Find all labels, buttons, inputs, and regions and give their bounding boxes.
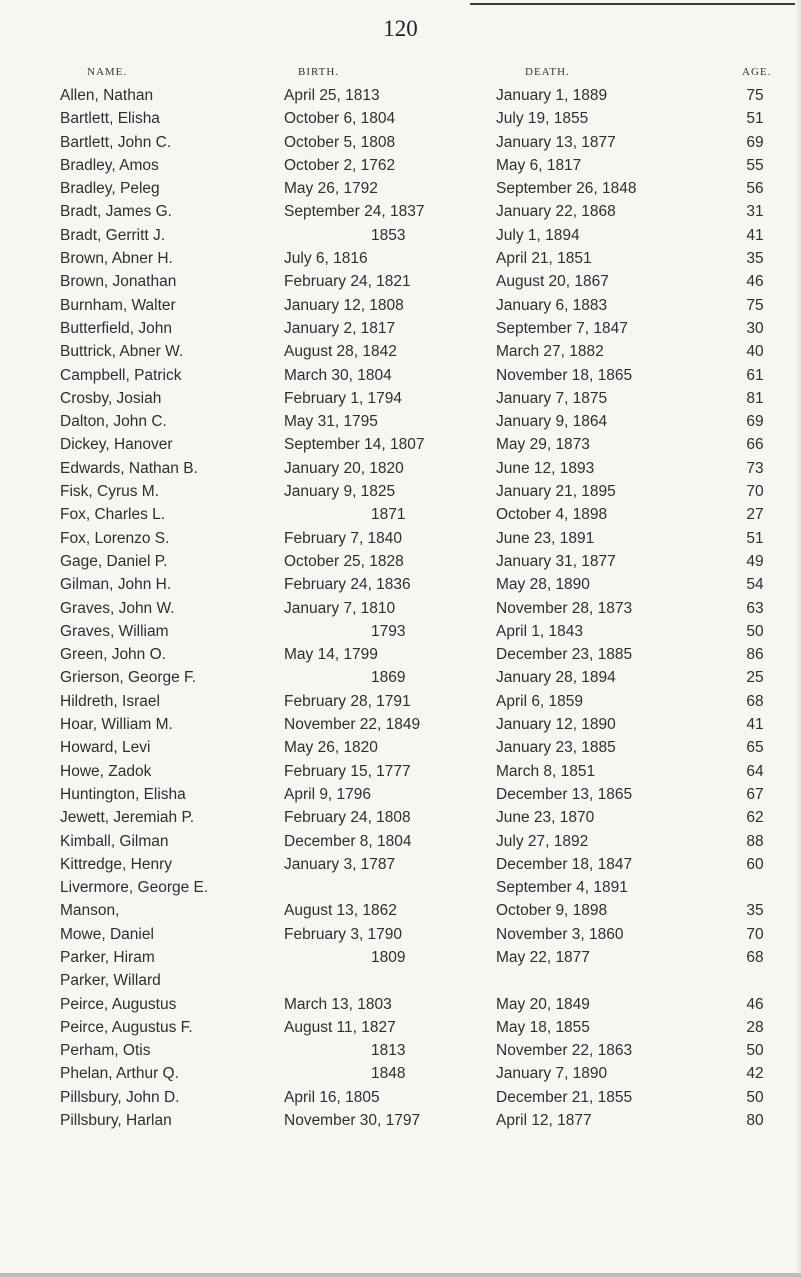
death-cell: June 12, 1893 [496,459,595,477]
table-row [0,1109,801,1132]
name-cell: Campbell, Patrick [60,366,182,384]
death-cell: January 31, 1877 [496,552,616,570]
birth-cell: January 3, 1787 [284,855,396,873]
name-cell: Dickey, Hanover [60,436,173,454]
table-row [0,177,801,200]
name-cell: Graves, William [60,622,169,640]
death-cell: January 9, 1864 [496,413,608,431]
birth-cell: August 28, 1842 [284,343,397,361]
birth-cell: November 30, 1797 [284,1112,421,1130]
name-cell: Brown, Jonathan [60,273,177,291]
age-cell: 51 [746,110,764,128]
death-cell: March 8, 1851 [496,762,596,780]
birth-cell: October 6, 1804 [284,110,396,128]
death-cell: January 6, 1883 [496,296,608,314]
name-cell: Perham, Otis [60,1042,151,1060]
birth-cell: October 2, 1762 [284,156,396,174]
name-cell: Bradt, Gerritt J. [60,226,166,244]
name-cell: Green, John O. [60,646,166,664]
name-cell: Fox, Lorenzo S. [60,529,170,547]
birth-cell: 1871 [371,506,406,524]
header-age: AGE. [742,66,772,78]
age-cell: 46 [746,995,764,1013]
age-cell: 51 [746,529,764,547]
table-row [0,643,801,666]
age-cell: 42 [746,1065,764,1083]
name-cell: Hoar, William M. [60,716,173,734]
death-cell: December 23, 1885 [496,646,633,664]
header-name: NAME. [87,66,128,78]
age-cell: 65 [746,739,764,757]
death-cell: December 18, 1847 [496,855,633,873]
death-cell: October 4, 1898 [496,506,608,524]
death-cell: September 26, 1848 [496,180,637,198]
birth-cell: January 12, 1808 [284,296,404,314]
age-cell: 69 [746,133,764,151]
name-cell: Parker, Hiram [60,948,155,966]
age-cell: 86 [746,646,764,664]
table-row [0,154,801,177]
birth-cell: February 24, 1808 [284,809,411,827]
birth-cell: January 9, 1825 [284,483,396,501]
age-cell: 63 [746,599,764,617]
age-cell: 75 [746,296,764,314]
table-row [0,760,801,783]
table-row [0,690,801,713]
table-row [0,294,801,317]
birth-cell: October 25, 1828 [284,552,404,570]
birth-cell: 1869 [371,669,406,687]
table-row [0,1086,801,1109]
age-cell: 67 [746,785,764,803]
birth-cell: March 30, 1804 [284,366,392,384]
age-cell: 50 [746,1042,764,1060]
table-row [0,527,801,550]
age-cell: 35 [746,902,764,920]
age-cell: 69 [746,413,764,431]
name-cell: Parker, Willard [60,972,161,990]
bottom-rule [0,1273,801,1277]
death-cell: November 28, 1873 [496,599,633,617]
name-cell: Graves, John W. [60,599,175,617]
age-cell: 25 [746,669,764,687]
death-cell: May 22, 1877 [496,948,590,966]
table-row [0,107,801,130]
birth-cell: May 14, 1799 [284,646,378,664]
age-cell: 70 [746,925,764,943]
birth-cell: May 31, 1795 [284,413,378,431]
name-cell: Peirce, Augustus [60,995,177,1013]
table-row [0,317,801,340]
name-cell: Burnham, Walter [60,296,176,314]
table-row [0,410,801,433]
death-cell: November 18, 1865 [496,366,633,384]
table-row [0,387,801,410]
age-cell: 66 [746,436,764,454]
name-cell: Brown, Abner H. [60,250,173,268]
records-table [0,84,801,1132]
table-row [0,480,801,503]
name-cell: Livermore, George E. [60,879,209,897]
birth-cell: 1793 [371,622,406,640]
name-cell: Gage, Daniel P. [60,552,168,570]
death-cell: January 1, 1889 [496,87,608,104]
name-cell: Hildreth, Israel [60,692,160,710]
death-cell: January 7, 1875 [496,389,608,407]
header-birth: BIRTH. [298,66,340,78]
table-row [0,830,801,853]
birth-cell: February 3, 1790 [284,925,403,943]
table-row [0,573,801,596]
age-cell: 27 [746,506,764,524]
death-cell: December 21, 1855 [496,1088,633,1106]
death-cell: July 1, 1894 [496,226,580,244]
birth-cell: November 22, 1849 [284,716,421,734]
death-cell: June 23, 1891 [496,529,595,547]
death-cell: August 20, 1867 [496,273,609,291]
age-cell: 56 [746,180,764,198]
name-cell: Kittredge, Henry [60,855,172,873]
death-cell: July 27, 1892 [496,832,589,850]
name-cell: Fisk, Cyrus M. [60,483,160,501]
birth-cell: May 26, 1820 [284,739,378,757]
table-row [0,923,801,946]
name-cell: Dalton, John C. [60,413,167,431]
table-row [0,899,801,922]
table-row [0,783,801,806]
name-cell: Manson, [60,902,120,920]
birth-cell: April 25, 1813 [284,87,380,104]
age-cell: 40 [746,343,764,361]
age-cell: 68 [746,948,764,966]
table-row [0,1039,801,1062]
top-rule [470,3,801,5]
age-cell: 55 [746,156,764,174]
table-row [0,550,801,573]
name-cell: Crosby, Josiah [60,389,162,407]
age-cell: 61 [746,366,764,384]
table-row [0,736,801,759]
birth-cell: August 13, 1862 [284,902,397,920]
birth-cell: February 24, 1836 [284,576,411,594]
birth-cell: October 5, 1808 [284,133,396,151]
table-row [0,993,801,1016]
table-row [0,806,801,829]
death-cell: September 4, 1891 [496,879,628,897]
name-cell: Bradley, Peleg [60,180,160,198]
birth-cell: February 28, 1791 [284,692,411,710]
age-cell: 62 [746,809,764,827]
birth-cell: July 6, 1816 [284,250,368,268]
table-row [0,433,801,456]
name-cell: Gilman, John H. [60,576,172,594]
name-cell: Mowe, Daniel [60,925,154,943]
death-cell: May 20, 1849 [496,995,590,1013]
age-cell: 50 [746,622,764,640]
table-row [0,364,801,387]
age-cell: 54 [746,576,764,594]
birth-cell: April 9, 1796 [284,785,372,803]
name-cell: Edwards, Nathan B. [60,459,198,477]
age-cell: 75 [746,87,764,104]
age-cell: 41 [746,226,764,244]
death-cell: May 18, 1855 [496,1018,590,1036]
age-cell: 49 [746,552,764,570]
birth-cell: January 20, 1820 [284,459,404,477]
table-row [0,84,801,107]
birth-cell: April 16, 1805 [284,1088,380,1106]
death-cell: November 3, 1860 [496,925,624,943]
death-cell: March 27, 1882 [496,343,604,361]
birth-cell: January 7, 1810 [284,599,396,617]
name-cell: Peirce, Augustus F. [60,1018,193,1036]
name-cell: Fox, Charles L. [60,506,166,524]
name-cell: Buttrick, Abner W. [60,343,184,361]
birth-cell: May 26, 1792 [284,180,378,198]
table-row [0,503,801,526]
birth-cell: September 24, 1837 [284,203,425,221]
birth-cell: February 24, 1821 [284,273,411,291]
birth-cell: 1809 [371,948,406,966]
table-row [0,853,801,876]
death-cell: December 13, 1865 [496,785,633,803]
death-cell: June 23, 1870 [496,809,595,827]
name-cell: Bartlett, Elisha [60,110,160,128]
table-row [0,457,801,480]
birth-cell: February 7, 1840 [284,529,403,547]
birth-cell: 1848 [371,1065,406,1083]
death-cell: April 12, 1877 [496,1112,592,1130]
birth-cell: 1853 [371,226,406,244]
age-cell: 31 [746,203,764,221]
age-cell: 64 [746,762,764,780]
table-row [0,1016,801,1039]
name-cell: Howard, Levi [60,739,151,757]
name-cell: Butterfield, John [60,319,173,337]
name-cell: Huntington, Elisha [60,785,186,803]
birth-cell: September 14, 1807 [284,436,425,454]
death-cell: January 7, 1890 [496,1065,608,1083]
birth-cell: December 8, 1804 [284,832,412,850]
death-cell: May 29, 1873 [496,436,590,454]
table-row [0,946,801,969]
page-number: 120 [383,16,418,41]
death-cell: November 22, 1863 [496,1042,633,1060]
age-cell: 50 [746,1088,764,1106]
name-cell: Kimball, Gilman [60,832,169,850]
table-row [0,597,801,620]
birth-cell: February 15, 1777 [284,762,411,780]
age-cell: 88 [746,832,764,850]
birth-cell: 1813 [371,1042,406,1060]
age-cell: 60 [746,855,764,873]
birth-cell: August 11, 1827 [284,1018,396,1036]
death-cell: May 28, 1890 [496,576,590,594]
name-cell: Howe, Zadok [60,762,152,780]
age-cell: 81 [746,389,764,407]
death-cell: January 23, 1885 [496,739,616,757]
age-cell: 46 [746,273,764,291]
table-row [0,1062,801,1085]
age-cell: 41 [746,716,764,734]
table-row [0,666,801,689]
birth-cell: March 13, 1803 [284,995,392,1013]
table-row [0,247,801,270]
death-cell: May 6, 1817 [496,156,582,174]
birth-cell: February 1, 1794 [284,389,403,407]
name-cell: Bartlett, John C. [60,133,172,151]
death-cell: April 21, 1851 [496,250,592,268]
death-cell: January 28, 1894 [496,669,616,687]
age-cell: 80 [746,1112,764,1130]
death-cell: January 13, 1877 [496,133,616,151]
age-cell: 35 [746,250,764,268]
name-cell: Bradt, James G. [60,203,172,221]
death-cell: January 12, 1890 [496,716,616,734]
table-row [0,270,801,293]
birth-cell: January 2, 1817 [284,319,396,337]
table-row [0,620,801,643]
header-death: DEATH. [525,66,570,78]
table-row [0,969,801,992]
name-cell: Grierson, George F. [60,669,197,687]
death-cell: January 21, 1895 [496,483,616,501]
age-cell: 28 [746,1018,764,1036]
name-cell: Bradley, Amos [60,156,159,174]
name-cell: Jewett, Jeremiah P. [60,809,195,827]
death-cell: April 1, 1843 [496,622,584,640]
death-cell: July 19, 1855 [496,110,589,128]
table-row [0,340,801,363]
death-cell: April 6, 1859 [496,692,584,710]
table-row [0,713,801,736]
age-cell: 73 [746,459,764,477]
name-cell: Allen, Nathan [60,87,154,104]
name-cell: Phelan, Arthur Q. [60,1065,179,1083]
table-row [0,131,801,154]
age-cell: 30 [746,319,764,337]
table-row [0,200,801,223]
death-cell: October 9, 1898 [496,902,608,920]
name-cell: Pillsbury, John D. [60,1088,180,1106]
table-row [0,876,801,899]
death-cell: September 7, 1847 [496,319,628,337]
death-cell: January 22, 1868 [496,203,616,221]
table-row [0,224,801,247]
age-cell: 70 [746,483,764,501]
age-cell: 68 [746,692,764,710]
name-cell: Pillsbury, Harlan [60,1112,172,1130]
